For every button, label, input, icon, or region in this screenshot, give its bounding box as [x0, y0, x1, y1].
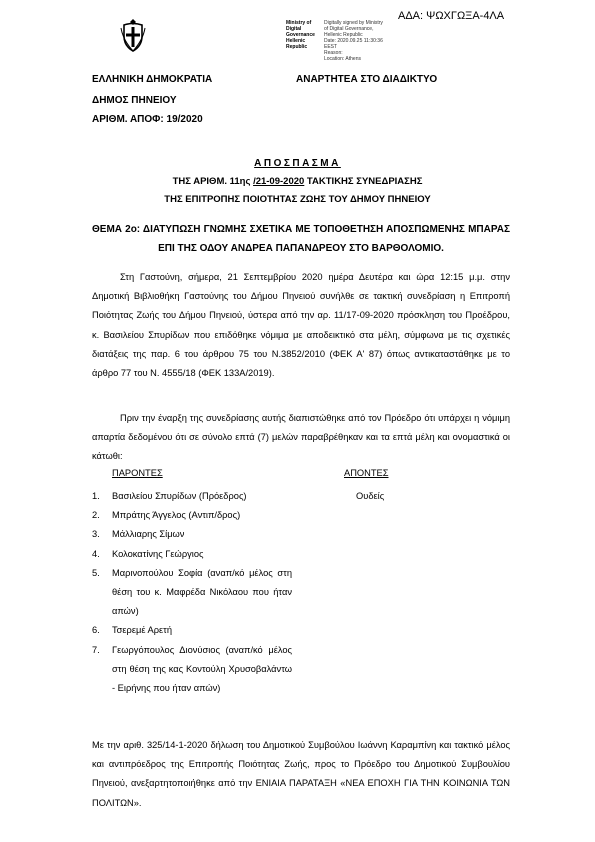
- session-date: /21-09-2020: [253, 176, 305, 187]
- list-item: 6. Τσερεμέ Αρετή: [92, 625, 173, 636]
- header-decision-number: ΑΡΙΘΜ. ΑΠΟΦ: 19/2020: [92, 114, 203, 125]
- paragraph-session: Στη Γαστούνη, σήμερα, 21 Σεπτεμβρίου 2020 ημέρα Δευτέρα και ώρα 12:15 μ.μ. στην Δημοτική Βιβλιοθήκη Γαστούνης του Δήμου Πηνειού συνήλθε σε τακτική συνεδρίαση η Επιτροπή Ποιότητας Ζωής του Δήμου Πηνειού, ύστερα από την αρ. 11/17-09-2020 πρόσκληση του Προέδρου, κ. Βασιλείου Σπυρίδων που επιδόθηκε νόμιμα με αποδεικτικό στα μέλη, σύμφωνα με τις σχετικές διατάξεις της παρ. 6 του άρθρου 75 του Ν.3852/2010 (ΦΕΚ Α' 87) όπως αντικαταστάθηκε με το άρθρο 77 του Ν. 4555/18 (ΦΕΚ 133Α/2019).: [92, 272, 510, 379]
- session-title: ΤΗΣ ΑΡΙΘΜ. 11ης /21-09-2020 ΤΑΚΤΙΚΗΣ ΣΥΝΕΔΡΙΑΣΗΣ: [172, 176, 423, 187]
- agenda-theme: ΘΕΜΑ 2ο: ΔΙΑΤΥΠΩΣΗ ΓΝΩΜΗΣ ΣΧΕΤΙΚΑ ΜΕ ΤΟΠΟΘΕΤΗΣΗ ΑΠΟΣΠΩΜΕΝΗΣ ΜΠΑΡΑΣ ΕΠΙ ΤΗΣ ΟΔΟΥ ΑΝΔΡΕΑ ΠΑΠΑΝΔΡΕΟΥ ΣΤΟ ΒΑΡΘΟΛΟΜΙΟ.: [92, 224, 510, 254]
- header-municipality: ΔΗΜΟΣ ΠΗΝΕΙΟΥ: [92, 95, 177, 106]
- extract-title: ΑΠΟΣΠΑΣΜΑ: [254, 158, 341, 169]
- present-header: ΠΑΡΟΝΤΕΣ: [112, 468, 163, 478]
- signature-issuer: Ministry of Digital Governance Hellenic Republic: [286, 20, 315, 50]
- list-item: 7. Γεωργόπουλος Διονύσιος (αναπ/κό μέλος στη θέση της κας Κοντούλη Χρυσοβαλάντω - Ειρήνης που ήταν απών): [92, 644, 292, 694]
- publish-notice: ΑΝΑΡΤΗΤΕΑ ΣΤΟ ΔΙΑΔΙΚΤΥΟ: [296, 74, 438, 85]
- paragraph-declaration: Με την αριθ. 325/14-1-2020 δήλωση του Δημοτικού Συμβούλου Ιωάννη Καραμπίνη και τακτικό μέλος και αντιπρόεδρος της Επιτροπής Ποιότητας Ζωής, προς το Πρόεδρο του Δημοτικού Συμβουλίου Πηνειού, ανεξαρτητοποιήθηκε από την ΕΝΙΑΙΑ ΠΑΡΑΤΑΞΗ «ΝΕΑ ΕΠΟΧΗ ΓΙΑ ΤΗΝ ΚΟΙΝΩΝΙΑ ΤΩΝ ΠΟΛΙΤΩΝ».: [92, 740, 510, 808]
- list-item: 4. Κολοκατίνης Γεώργιος: [92, 548, 204, 559]
- present-members-list: [92, 487, 292, 698]
- list-item: 3. Μάλλιαρης Σίμων: [92, 529, 185, 540]
- absent-value: Ουδείς: [356, 491, 385, 501]
- list-item: 2. Μπράτης Άγγελος (Αντιπ/δρος): [92, 510, 241, 521]
- list-item: 1. Βασιλείου Σπυρίδων (Πρόεδρος): [92, 491, 247, 501]
- committee-title: ΤΗΣ ΕΠΙΤΡΟΠΗΣ ΠΟΙΟΤΗΤΑΣ ΖΩΗΣ ΤΟΥ ΔΗΜΟΥ ΠΗΝΕΙΟΥ: [164, 194, 431, 205]
- signature-details: Digitally signed by Ministry of Digital Governance, Hellenic Republic Date: 2020.09.25 11:30:36 EEST Reason: Location: Athens: [324, 20, 383, 62]
- greek-emblem-icon: [120, 18, 146, 52]
- header-republic: ΕΛΛΗΝΙΚΗ ΔΗΜΟΚΡΑΤΙΑ: [92, 74, 213, 85]
- paragraph-quorum: Πριν την έναρξη της συνεδρίασης αυτής διαπιστώθηκε από τον Πρόεδρο ότι υπάρχει η νόμιμη απαρτία δεδομένου ότι σε σύνολο επτά (7) μελών παραβρέθηκαν και τα επτά μέλη και ονομαστικά οι κάτωθι:: [92, 413, 510, 462]
- absent-header: ΑΠΟΝΤΕΣ: [344, 468, 389, 478]
- ada-code: ΑΔΑ: ΨΩΧΓΩΞΑ-4ΛΑ: [398, 10, 505, 22]
- list-item: 5. Μαρινοπούλου Σοφία (αναπ/κό μέλος στη θέση του κ. Μαφρέδα Νικόλαου που ήταν απών): [92, 567, 292, 617]
